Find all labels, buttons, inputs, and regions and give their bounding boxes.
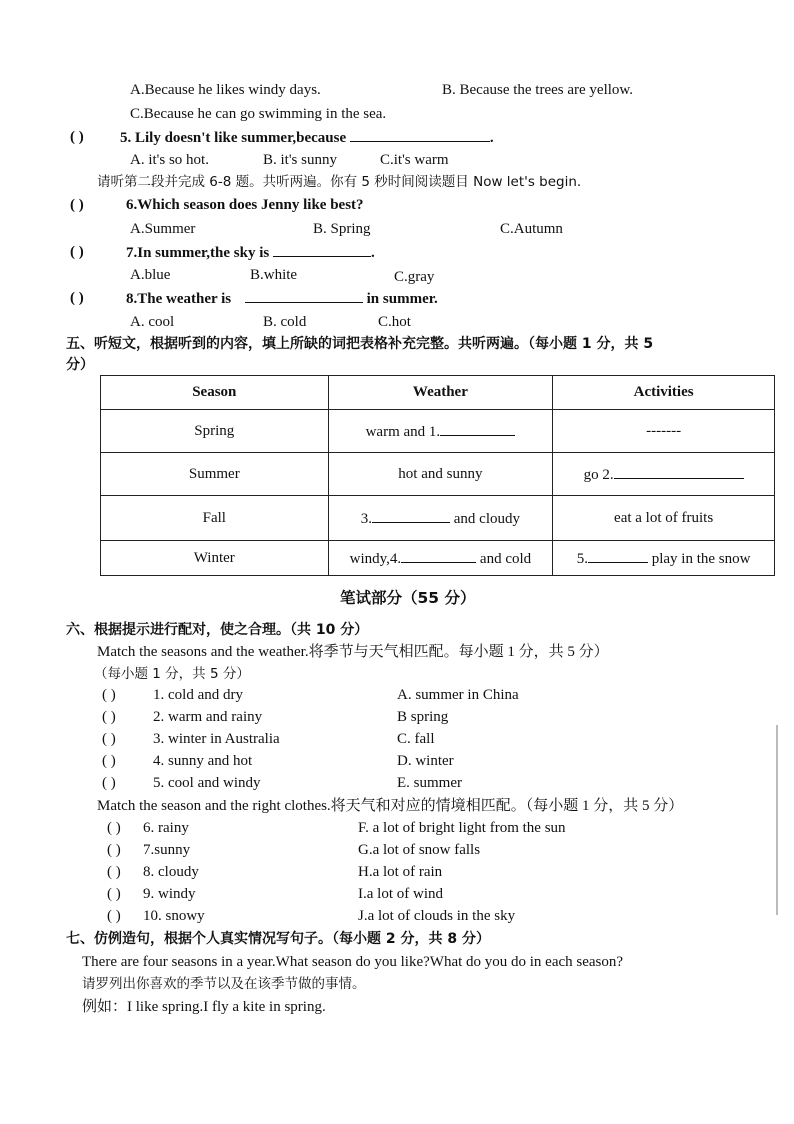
match-right-item: A. summer in China [397,687,519,703]
activity-cell [553,453,775,496]
match-left-item: 10. snowy [143,908,205,924]
table-header-row [101,376,775,410]
match-answer-paren[interactable]: ( ) [102,687,116,703]
q7-text: 7.In summer,the sky is [126,245,270,261]
match-left-item: 6. rainy [143,820,189,836]
q7-option-b: B.white [250,267,298,283]
q7-answer-paren[interactable]: ( ) [70,244,84,260]
match-left-item: 9. windy [143,886,196,902]
match-right-item: G.a lot of snow falls [358,842,481,858]
weather-text: warm and 1. [365,424,441,440]
q8-answer-paren[interactable]: ( ) [70,290,84,306]
blank-1[interactable] [440,421,515,436]
blank-4[interactable] [401,548,476,563]
q8-end: in summer. [366,291,438,307]
q6-text: 6.Which season does Jenny like best? [126,197,364,213]
q5-blank[interactable] [350,127,490,142]
match-answer-paren[interactable]: ( ) [107,842,121,858]
match-answer-paren[interactable]: ( ) [107,886,121,902]
q5-option-b: B. it's sunny [263,152,337,168]
q7-blank[interactable] [273,242,371,257]
q8-option-a: A. cool [130,314,175,330]
match-left-item: 3. winter in Australia [153,731,280,747]
section7-line2: 请罗列出你喜欢的季节以及在该季节做的事情。 [82,976,366,992]
q6-answer-paren[interactable]: ( ) [70,197,84,213]
q6-option-b: B. Spring [313,221,371,237]
q6-option-a: A.Summer [130,221,196,237]
q5-option-c: C.it's warm [380,152,449,168]
table-row [101,410,775,453]
section6-sub1: Match the seasons and the weather.将季节与天气相匹配。每小题 1 分，共 5 分） [97,644,609,660]
header-weather: Weather [328,376,553,410]
q4-option-b: B. Because the trees are yellow. [442,82,634,98]
match-right-item: D. winter [397,753,454,769]
table-row [101,453,775,496]
part2-instruction: 请听第二段并完成 6-8 题。共听两遍。你有 5 秒时间阅读题目 Now let's begin. [97,174,582,190]
season-cell: Winter [101,541,329,576]
q4-option-a: A.Because he likes windy days. [130,82,321,98]
listening-table [100,375,775,576]
season-cell: Fall [101,496,329,541]
section6-sub2: Match the season and the right clothes.将天气和对应的情境相匹配。（每小题 1 分，共 5 分） [97,798,684,814]
header-activities: Activities [553,376,775,410]
written-part-title: 笔试部分（55 分） [340,589,476,607]
q4-option-c: C.Because he can go swimming in the sea. [130,106,387,122]
match-left-item: 7.sunny [143,842,191,858]
section5-heading-line2: 分） [66,357,94,373]
match-right-item: I.a lot of wind [358,886,443,902]
q5-option-a: A. it's so hot. [130,152,209,168]
match-answer-paren[interactable]: ( ) [102,775,116,791]
activity-cell [553,541,775,576]
match-answer-paren[interactable]: ( ) [107,820,121,836]
match-answer-paren[interactable]: ( ) [107,864,121,880]
weather-text-post: and cold [479,551,532,567]
q5-end: . [489,130,494,146]
match-answer-paren[interactable]: ( ) [102,753,116,769]
match-left-item: 1. cold and dry [153,687,243,703]
weather-cell [328,496,553,541]
q8-text: 8.The weather is [126,291,232,307]
q8-option-b: B. cold [263,314,307,330]
blank-5[interactable] [588,548,648,563]
q7-option-c: C.gray [394,269,435,285]
match-answer-paren[interactable]: ( ) [102,731,116,747]
season-cell: Summer [101,453,329,496]
season-cell: Spring [101,410,329,453]
q7-option-a: A.blue [130,267,171,283]
table-row [101,496,775,541]
q8-option-c: C.hot [378,314,411,330]
q5-question [120,127,494,148]
blank-3[interactable] [372,508,450,523]
weather-text: windy,4. [349,551,402,567]
section7-heading: 七、仿例造句，根据个人真实情况写句子。（每小题 2 分，共 8 分） [66,931,490,947]
q5-text: 5. Lily doesn't like summer,because [120,130,347,146]
weather-cell [328,541,553,576]
match-left-item: 4. sunny and hot [153,753,253,769]
match-right-item: H.a lot of rain [358,864,443,880]
match-left-item: 2. warm and rainy [153,709,263,725]
match-right-item: B spring [397,709,449,725]
match-right-item: E. summer [397,775,462,791]
weather-cell: hot and sunny [328,453,553,496]
q8-blank[interactable] [245,288,363,303]
match-right-item: C. fall [397,731,435,747]
q7-end: . [370,245,375,261]
activity-text: go 2. [583,467,614,483]
table-row [101,541,775,576]
blank-2[interactable] [614,464,744,479]
weather-text: 3. [360,511,373,527]
section7-line1: There are four seasons in a year.What season do you like?What do you do in each season? [82,954,624,970]
match-left-item: 5. cool and windy [153,775,261,791]
activity-text-post: play in the snow [651,551,751,567]
q5-answer-paren[interactable]: ( ) [70,129,84,145]
scan-edge-mark [776,725,778,915]
section7-example: 例如：I like spring.I fly a kite in spring. [82,999,326,1015]
section6-sub1-points: （每小题 1 分，共 5 分） [94,666,250,682]
section6-heading: 六、根据提示进行配对，使之合理。（共 10 分） [66,622,369,638]
match-answer-paren[interactable]: ( ) [107,908,121,924]
weather-cell [328,410,553,453]
match-right-item: F. a lot of bright light from the sun [358,820,566,836]
activity-text: 5. [576,551,588,567]
weather-text-post: and cloudy [453,511,520,527]
match-right-item: J.a lot of clouds in the sky [358,908,516,924]
match-left-item: 8. cloudy [143,864,199,880]
section5-heading-line1: 五、听短文，根据听到的内容，填上所缺的词把表格补充完整。共听两遍。（每小题 1 分，共 5 [66,336,654,352]
q8-question [126,288,438,309]
q7-question [126,242,375,263]
header-season: Season [101,376,329,410]
match-answer-paren[interactable]: ( ) [102,709,116,725]
activity-cell: eat a lot of fruits [553,496,775,541]
activity-cell: ------- [553,410,775,453]
q6-option-c: C.Autumn [500,221,563,237]
